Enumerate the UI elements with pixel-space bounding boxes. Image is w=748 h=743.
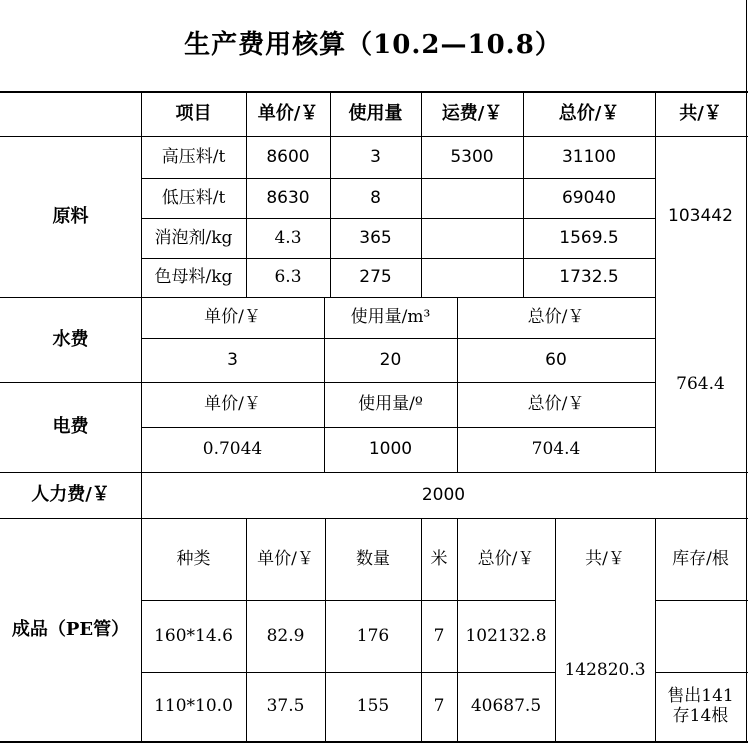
material-name: 色母料/kg [154,267,233,288]
material-freight [421,259,523,297]
product-total: 40687.5 [470,696,542,717]
products-header-sum: 共/￥ [585,548,625,569]
raw-materials-label: 原料 [52,205,89,227]
header-sum: 共/￥ [679,102,722,124]
electric-total: 704.4 [531,439,581,460]
material-total: 31100 [561,146,617,167]
material-name: 高压料/t [161,146,226,167]
products-header-price: 单价/￥ [257,548,314,569]
header-usage: 使用量 [348,102,403,124]
products-stock-empty [655,601,746,672]
header-item: 项目 [175,102,212,124]
water-usage: 20 [379,349,402,370]
utilities-sum: 764.4 [676,374,725,395]
product-type: 110*10.0 [154,696,233,717]
water-price: 3 [227,349,238,370]
stock-sold: 售出141 [667,686,734,707]
water-header-total: 总价/￥ [527,307,585,328]
electric-header-usage: 使用量/º [358,394,423,415]
material-qty: 275 [359,267,392,288]
products-header-type: 种类 [176,548,211,569]
products-header-meter: 米 [430,548,448,569]
electric-label: 电费 [52,416,89,438]
water-header-price: 单价/￥ [204,307,261,328]
material-name: 低压料/t [161,187,226,208]
products-header-qty: 数量 [356,548,390,569]
labor-value: 2000 [421,484,466,505]
stock-remaining: 存14根 [672,706,729,726]
product-type: 160*14.6 [154,625,233,646]
material-freight [421,219,523,258]
products-stock-cell [655,673,746,741]
material-freight [421,179,523,218]
header-total-price: 总价/￥ [558,102,620,124]
product-qty: 176 [356,625,390,646]
products-label: 成品（PE管） [11,618,130,640]
electric-usage: 1000 [368,439,413,460]
grid-line [746,0,747,743]
water-total: 60 [545,349,567,370]
material-total: 1732.5 [559,267,619,288]
product-meter: 7 [433,625,445,646]
material-price: 8600 [266,146,310,167]
material-price: 4.3 [274,227,302,248]
product-qty: 155 [356,696,390,717]
water-label: 水费 [52,328,89,350]
electric-price: 0.7044 [202,439,263,460]
material-qty: 3 [370,146,381,167]
material-name: 消泡剂/kg [154,227,233,248]
product-price: 82.9 [266,625,305,646]
material-freight: 5300 [450,146,494,167]
material-price: 8630 [266,187,310,208]
header-unit-price: 单价/￥ [257,102,319,124]
material-total: 69040 [561,187,617,208]
product-meter: 7 [433,696,445,717]
water-header-usage: 使用量/m³ [350,307,431,328]
header-freight: 运费/￥ [441,102,503,124]
material-qty: 8 [370,187,381,208]
electric-header-total: 总价/￥ [527,394,585,415]
product-price: 37.5 [266,696,305,717]
page-title: 生产费用核算（10.2—10.8） [184,29,562,60]
labor-label: 人力费/￥ [31,484,110,506]
material-price: 6.3 [274,267,302,288]
raw-materials-sum: 103442 [668,206,733,227]
products-header-stock: 库存/根 [672,548,729,569]
products-header-total: 总价/￥ [477,548,535,569]
material-total: 1569.5 [559,227,619,248]
products-sum: 142820.3 [564,660,646,681]
product-total: 102132.8 [465,625,547,646]
material-qty: 365 [359,227,392,248]
electric-header-price: 单价/￥ [204,394,261,415]
